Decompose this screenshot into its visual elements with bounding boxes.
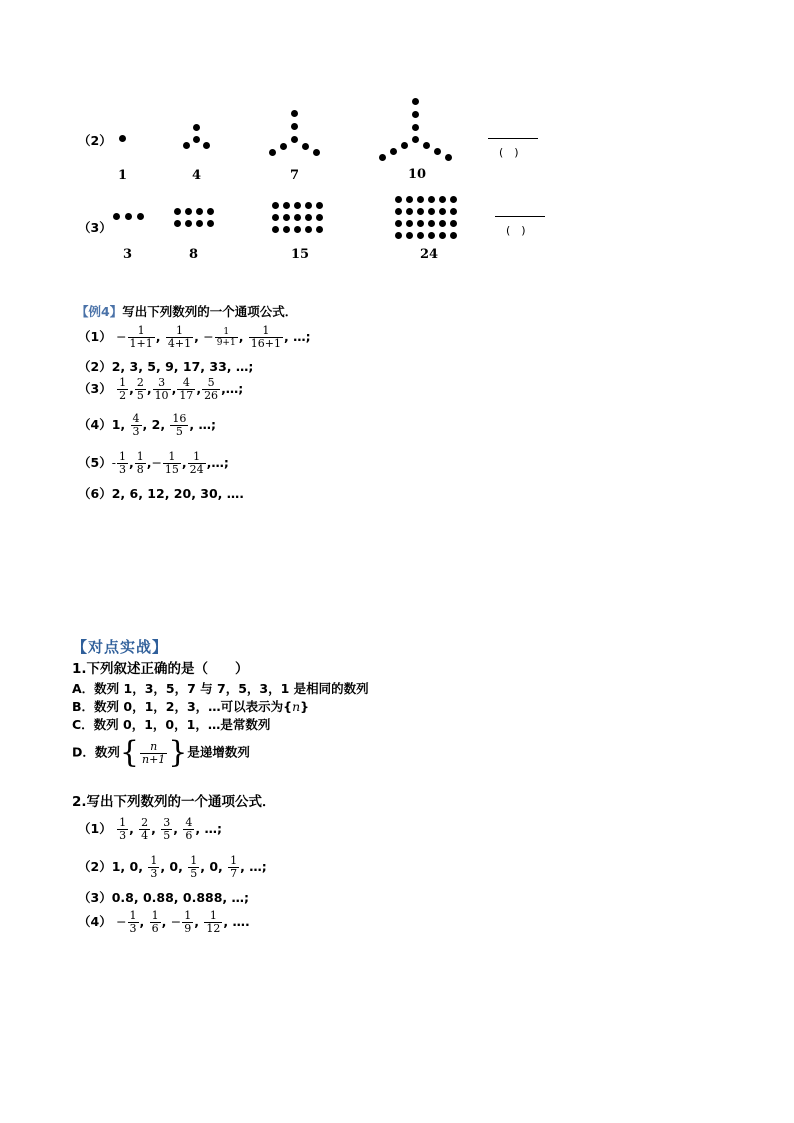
pattern2-answer-paren: ( ) <box>499 146 519 159</box>
example4-item-4: （4）1, $\frac{4}{3}$ , 2, $\frac{16}{5}$ , …; <box>78 412 217 438</box>
q1-option-c: C．数列 0，1，0，1，…是常数列 <box>72 717 271 732</box>
item-text: 2, 3, 5, 9, 17, 33, …; <box>111 359 254 374</box>
item-text: 2, 6, 12, 20, 30, …. <box>111 486 245 501</box>
q1-option-b: B．数列 0，1，2，3，…可以表示为{n} <box>72 699 310 714</box>
pattern3-answer-line <box>495 216 545 217</box>
example4-title-line <box>76 304 297 320</box>
pattern3-count-4: 24 <box>420 247 439 262</box>
pattern2-count-1: 1 <box>118 168 128 183</box>
example4-item-6 <box>78 486 244 502</box>
q2-item-4: （4） − $\frac{1}{3}$ , $\frac{1}{6}$ , − $\frac{1}{9}$ , $\frac{1}{12}$ , …. <box>78 909 250 935</box>
item-label: （5） <box>78 455 112 470</box>
pattern2-count-3: 7 <box>290 168 300 183</box>
item-label: （3） <box>78 890 112 905</box>
q1-option-a: A．数列 1，3，5，7 与 7，5，3，1 是相同的数列 <box>72 681 369 696</box>
item-label: （4） <box>78 417 112 432</box>
example4-item-3: （3） $\frac{1}{2}$ , $\frac{2}{5}$ , $\frac{3}{10}$ , $\frac{4}{17}$ , $\frac{5}{26}$ ,…; <box>78 376 244 402</box>
pattern2-answer-line <box>488 138 538 139</box>
item-label: （2） <box>78 359 112 374</box>
example4-item-1: （1） − $\frac{1}{1+1}$ , $\frac{1}{4+1}$ , − $\frac{1}{9+1}$ , $\frac{1}{16+1}$ , …; <box>78 324 311 350</box>
pattern2-count-2: 4 <box>192 168 202 183</box>
q2-item-1: （1） $\frac{1}{3}$ , $\frac{2}{4}$ , $\frac{3}{5}$ , $\frac{4}{6}$ , …; <box>78 816 222 842</box>
pattern3-answer-paren: ( ) <box>506 224 526 237</box>
example4-item-5: （5）- $\frac{1}{3}$ , $\frac{1}{8}$ ,− $\frac{1}{15}$ , $\frac{1}{24}$ ,…; <box>78 450 229 476</box>
example4-tag: 【例4】 <box>76 304 123 319</box>
pattern3-label: （3） <box>78 220 112 235</box>
pattern2-label: （2） <box>78 133 112 148</box>
q2-stem: 2.写出下列数列的一个通项公式． <box>72 794 276 810</box>
pattern3-count-1: 3 <box>123 247 133 262</box>
example4-title: 写出下列数列的一个通项公式． <box>122 304 298 319</box>
pattern2-count-4: 10 <box>408 167 427 182</box>
q1-stem: 1.下列叙述正确的是（ ） <box>72 661 249 677</box>
item-label: （1） <box>78 329 112 344</box>
pattern3-count-3: 15 <box>291 247 310 262</box>
item-label: （1） <box>78 821 112 836</box>
item-text: 0.8, 0.88, 0.888, …; <box>111 890 250 905</box>
example4-item-2 <box>78 359 253 375</box>
pattern3-count-2: 8 <box>189 247 199 262</box>
item-label: （6） <box>78 486 112 501</box>
item-label: （3） <box>78 381 112 396</box>
q2-item-3 <box>78 890 249 906</box>
item-label: （4） <box>78 914 112 929</box>
q2-item-2: （2）1, 0, $\frac{1}{3}$ , 0, $\frac{1}{5}$ , 0, $\frac{1}{7}$ , …; <box>78 854 267 880</box>
practice-heading: 【对点实战】 <box>72 638 169 656</box>
q1-option-d: D．数列{ $\frac{n}{n+1}$ }是递增数列 <box>72 735 250 770</box>
item-label: （2） <box>78 859 112 874</box>
